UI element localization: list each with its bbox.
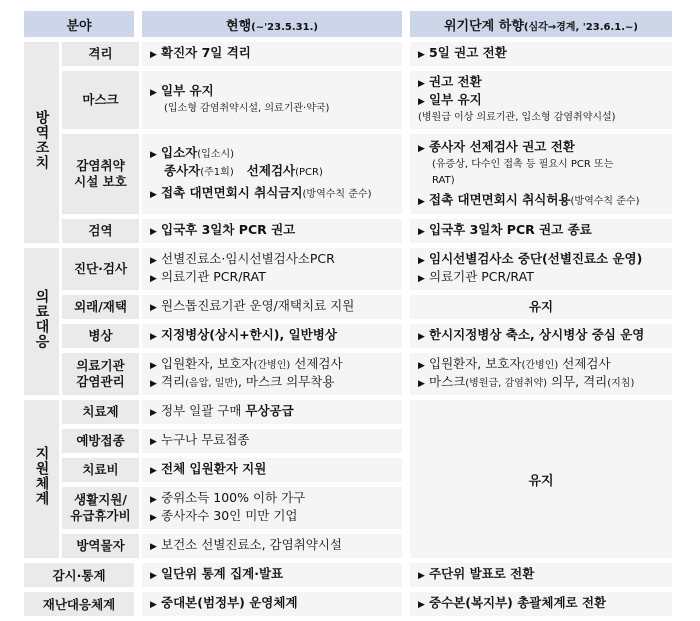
section-quarantine — [24, 42, 62, 243]
row-label: 격리 — [62, 42, 142, 66]
bullet-icon: ▶ — [150, 495, 157, 505]
current-cell — [142, 400, 410, 424]
row-label: 예방접종 — [62, 429, 142, 453]
bullet-icon: ▶ — [150, 466, 157, 476]
bullet-icon: ▶ — [150, 571, 157, 581]
cell-line — [418, 374, 664, 392]
bullet-icon: ▶ — [418, 256, 425, 266]
header-new-title: 위기단계 하향 — [444, 18, 524, 34]
cell-text: 선제검사 — [246, 163, 296, 178]
cell-text: 전체 입원환자 지원 — [161, 461, 267, 476]
section-medical — [24, 248, 62, 395]
header-new — [410, 11, 672, 37]
row-infection-management — [24, 353, 672, 395]
cell-text: 마스크 — [429, 374, 466, 389]
current-cell — [142, 458, 410, 482]
row-label: 병상 — [62, 324, 142, 348]
cell-line — [150, 490, 394, 508]
bullet-icon: ▶ — [418, 97, 425, 107]
cell-line — [150, 374, 394, 392]
cell-text: 주단위 발표로 전환 — [429, 566, 535, 581]
section-support — [24, 400, 62, 558]
current-cell — [142, 71, 410, 129]
bullet-icon: ▶ — [150, 513, 157, 523]
cell-line — [418, 269, 664, 287]
bullet-icon: ▶ — [418, 571, 425, 581]
row-label: 치료비 — [62, 458, 142, 482]
cell-text: 권고 전환 — [429, 74, 482, 89]
current-cell — [142, 219, 410, 243]
cell-text: 선제검사 — [294, 356, 343, 371]
bullet-icon: ▶ — [418, 332, 425, 342]
bullet-icon: ▶ — [418, 379, 425, 389]
cell-note: (병원급, 감염취약) — [465, 378, 548, 389]
cell-note: (병원급 이상 의료기관, 입소형 감염취약시설) — [418, 112, 616, 123]
cell-text: 입국후 3일차 PCR 권고 종료 — [429, 222, 592, 237]
new-cell — [410, 563, 672, 587]
cell-line — [418, 192, 664, 210]
cell-note: (유증상, 다수인 접촉 등 필요시 PCR 또는 — [432, 158, 614, 170]
row-label-line: 감염취약 — [76, 158, 125, 173]
cell-line — [418, 251, 664, 269]
cell-note: (입소시) — [197, 149, 235, 160]
row-label: 감시·통계 — [24, 563, 142, 587]
cell-text: 확진자 7일 격리 — [161, 45, 251, 60]
row-quarantine-check — [24, 219, 672, 243]
cell-text: 지정병상(상시+한시), 일반병상 — [161, 327, 337, 342]
cell-text: 입원환자, 보호자 — [161, 356, 254, 371]
cell-text: 누구나 무료접종 — [161, 432, 250, 447]
current-cell — [142, 134, 410, 214]
row-label — [62, 353, 142, 395]
cell-line — [418, 92, 664, 110]
cell-text: 입국후 3일차 PCR 권고 — [161, 222, 296, 237]
bullet-icon: ▶ — [418, 50, 425, 60]
cell-text: 의료기관 PCR/RAT — [429, 269, 534, 284]
current-cell — [142, 324, 410, 348]
row-label: 치료제 — [62, 400, 142, 424]
row-beds — [24, 324, 672, 348]
bullet-icon: ▶ — [418, 600, 425, 610]
new-cell — [410, 324, 672, 348]
row-monitoring — [24, 563, 672, 587]
cell-text: 입원환자, 보호자 — [429, 356, 522, 371]
bullet-icon: ▶ — [150, 88, 157, 98]
cell-text: 중위소득 100% 이하 가구 — [161, 490, 306, 505]
cell-line — [150, 163, 394, 181]
bullet-icon: ▶ — [150, 227, 157, 237]
cell-text: , 마스크 의무착용 — [237, 374, 335, 389]
cell-text: 정부 일괄 구매 — [161, 403, 246, 418]
cell-text: 중대본(범정부) 운영체계 — [161, 595, 298, 610]
bullet-icon: ▶ — [418, 196, 425, 207]
bullet-icon: ▶ — [150, 408, 157, 418]
row-label-line: 생활지원/ — [74, 492, 127, 507]
cell-text: 일부 유지 — [429, 92, 482, 107]
bullet-icon: ▶ — [418, 361, 425, 371]
row-label: 재난대응체계 — [24, 592, 142, 616]
row-label — [62, 487, 142, 529]
cell-line — [418, 139, 664, 157]
row-isolation — [24, 42, 672, 66]
row-label: 진단·검사 — [62, 248, 142, 290]
cell-text: 격리 — [161, 374, 186, 389]
cell-text: 선제검사 — [562, 356, 611, 371]
header-current — [142, 11, 410, 37]
header-new-date: (심각→경계, '23.6.1.~) — [523, 21, 638, 33]
cell-line — [150, 83, 394, 101]
row-label-line: 시설 보호 — [74, 174, 127, 189]
bullet-icon: ▶ — [150, 379, 157, 389]
current-cell — [142, 534, 410, 558]
new-cell — [410, 353, 672, 395]
cell-text: 보건소 선별진료소, 감염취약시설 — [161, 537, 342, 552]
bullet-icon: ▶ — [150, 190, 157, 200]
header-row — [24, 11, 672, 37]
section-quarantine-label: 방역조치 — [33, 109, 50, 170]
bullet-icon: ▶ — [418, 143, 425, 154]
policy-table — [24, 6, 672, 621]
cell-note: (음압, 일반) — [185, 378, 238, 389]
bullet-icon: ▶ — [418, 227, 425, 237]
bullet-icon: ▶ — [150, 361, 157, 371]
bullet-icon: ▶ — [150, 274, 157, 284]
cell-line — [150, 251, 394, 269]
header-current-title: 현행 — [226, 18, 252, 34]
cell-note: (방역수칙 준수) — [570, 195, 640, 207]
row-vulnerable-facilities — [24, 134, 672, 214]
cell-text: 선별진료소·임시선별검사소PCR — [161, 251, 335, 266]
row-label-line: 감염관리 — [76, 374, 125, 389]
row-label: 외래/재택 — [62, 295, 142, 319]
row-disaster-response — [24, 592, 672, 616]
row-diagnosis — [24, 248, 672, 290]
bullet-icon: ▶ — [418, 274, 425, 284]
cell-note: (주1회) — [200, 167, 234, 178]
cell-text: 원스톱진료기관 운영/재택치료 지원 — [161, 298, 355, 313]
row-label-line: 의료기관 — [76, 358, 125, 373]
new-cell — [410, 71, 672, 129]
bullet-icon: ▶ — [150, 256, 157, 266]
cell-text: 의무, 격리 — [547, 374, 608, 389]
cell-text: 무상공급 — [245, 403, 294, 418]
header-current-date: (~'23.5.31.) — [251, 21, 318, 33]
cell-note: (간병인) — [521, 360, 559, 371]
cell-note: (PCR) — [295, 167, 323, 178]
support-new-merged-cell: 유지 — [410, 400, 672, 558]
cell-text: 일부 유지 — [161, 83, 214, 98]
row-label-line: 유급휴가비 — [70, 508, 131, 523]
new-cell — [410, 248, 672, 290]
section-medical-label: 의료대응 — [33, 288, 50, 349]
cell-text: 접촉 대면면회시 취식허용 — [429, 191, 571, 207]
bullet-icon: ▶ — [150, 437, 157, 447]
current-cell — [142, 42, 410, 66]
current-cell — [142, 592, 410, 616]
current-cell — [142, 563, 410, 587]
cell-text: 종사자수 30인 미만 기업 — [161, 508, 298, 523]
cell-text: 5일 권고 전환 — [429, 45, 507, 60]
cell-note: (입소형 감염취약시설, 의료기관·약국) — [164, 103, 330, 114]
new-cell — [410, 134, 672, 214]
row-treatment — [24, 400, 672, 424]
cell-text: 한시지정병상 축소, 상시병상 중심 운영 — [429, 327, 645, 342]
section-support-label: 지원체계 — [33, 446, 50, 506]
row-label: 마스크 — [62, 71, 142, 129]
cell-line — [150, 269, 394, 287]
new-cell — [410, 219, 672, 243]
row-label — [62, 134, 142, 214]
current-cell — [142, 487, 410, 529]
cell-text: 임시선별검사소 중단 — [429, 251, 543, 266]
bullet-icon: ▶ — [150, 50, 157, 60]
cell-note: (방역수칙 준수) — [302, 189, 372, 200]
cell-text: 접촉 대면면회시 취식금지 — [161, 185, 303, 200]
cell-line — [418, 356, 664, 374]
cell-text: 종사자 선제검사 권고 전환 — [429, 138, 575, 154]
bullet-icon: ▶ — [418, 79, 425, 89]
current-cell — [142, 353, 410, 395]
row-label: 검역 — [62, 219, 142, 243]
cell-text: 종사자 — [164, 163, 201, 178]
cell-text: 중수본(복지부) 총괄체계로 전환 — [429, 595, 607, 610]
cell-line — [418, 74, 664, 92]
cell-text: (선별진료소 운영) — [542, 251, 643, 266]
cell-line — [150, 356, 394, 374]
new-cell: 유지 — [410, 295, 672, 319]
cell-line — [150, 508, 394, 526]
current-cell — [142, 429, 410, 453]
row-mask — [24, 71, 672, 129]
new-cell — [410, 42, 672, 66]
cell-line — [150, 185, 394, 203]
bullet-icon: ▶ — [150, 303, 157, 313]
new-cell — [410, 592, 672, 616]
row-outpatient — [24, 295, 672, 319]
bullet-icon: ▶ — [150, 600, 157, 610]
bullet-icon: ▶ — [150, 150, 157, 160]
cell-text: 의료기관 PCR/RAT — [161, 269, 266, 284]
cell-line — [150, 145, 394, 163]
row-label: 방역물자 — [62, 534, 142, 558]
cell-note: (간병인) — [253, 360, 291, 371]
header-category: 분야 — [24, 11, 142, 37]
cell-text: 일단위 통계 집계·발표 — [161, 566, 284, 581]
bullet-icon: ▶ — [150, 332, 157, 342]
current-cell — [142, 295, 410, 319]
bullet-icon: ▶ — [150, 542, 157, 552]
cell-text: 입소자 — [161, 145, 198, 160]
cell-note: RAT) — [432, 174, 455, 186]
cell-note: (지침) — [607, 378, 635, 389]
current-cell — [142, 248, 410, 290]
